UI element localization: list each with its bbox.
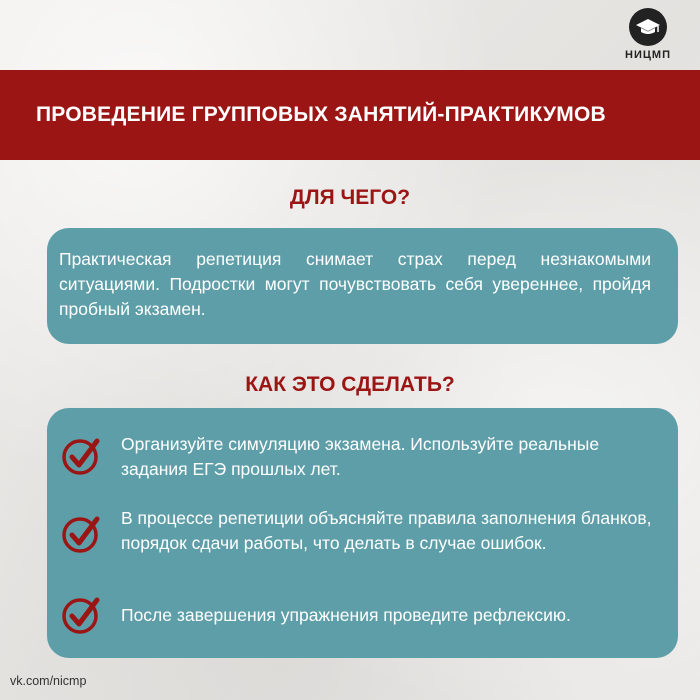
page-title: ПРОВЕДЕНИЕ ГРУППОВЫХ ЗАНЯТИЙ-ПРАКТИКУМОВ bbox=[36, 103, 606, 126]
why-text: Практическая репетиция снимает страх перед незнакомыми ситуациями. Подростки могут почувствовать себя увереннее, пройдя пробный экзамен. bbox=[59, 249, 651, 319]
checkmark-circle-icon bbox=[61, 514, 101, 554]
footer-link[interactable]: vk.com/nicmp bbox=[10, 674, 87, 688]
step-text: После завершения упражнения проведите рефлексию. bbox=[121, 605, 571, 625]
how-card bbox=[47, 408, 678, 658]
checkmark-circle-icon bbox=[61, 436, 101, 476]
why-heading: ДЛЯ ЧЕГО? bbox=[289, 186, 411, 209]
title-banner bbox=[0, 70, 700, 160]
how-heading: КАК ЭТО СДЕЛАТЬ? bbox=[245, 373, 455, 396]
logo bbox=[616, 8, 680, 70]
step-text: В процессе репетиции объясняйте правила заполнения бланков, порядок сдачи работы, что делать в случае ошибок. bbox=[121, 508, 652, 553]
graduation-cap-icon bbox=[629, 8, 667, 46]
step-text: Организуйте симуляцию экзамена. Используйте реальные задания ЕГЭ прошлых лет. bbox=[121, 434, 600, 479]
why-card bbox=[47, 228, 678, 344]
checkmark-circle-icon bbox=[61, 595, 101, 635]
logo-label: НИЦМП bbox=[625, 49, 671, 61]
